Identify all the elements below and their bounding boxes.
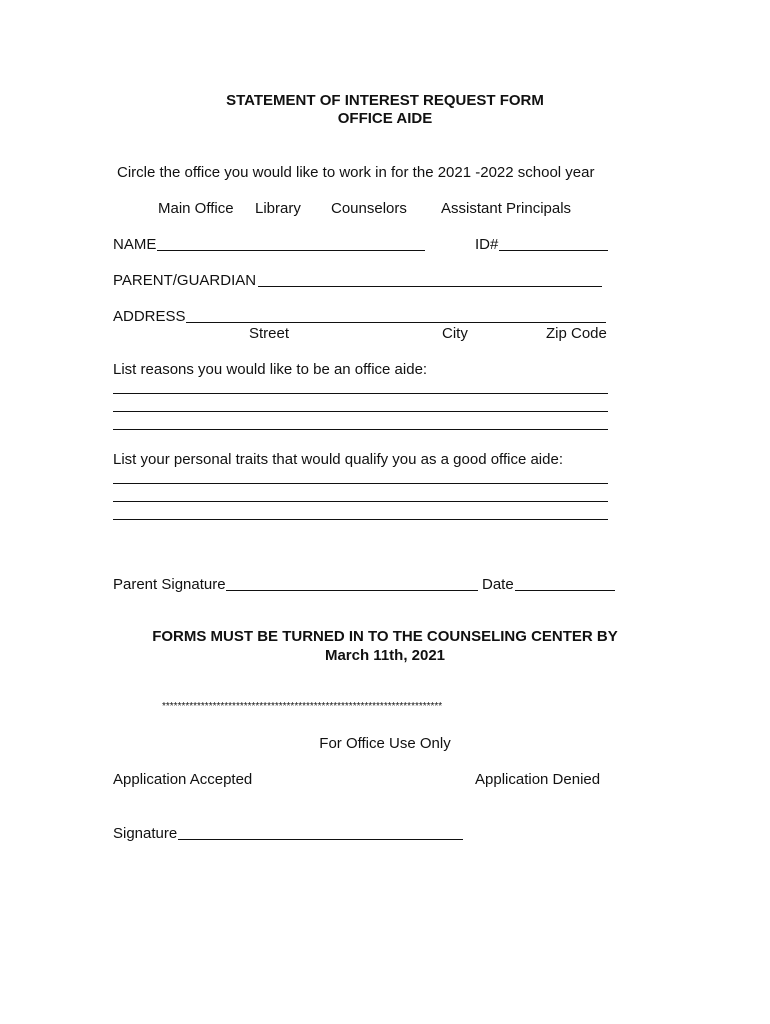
date-field[interactable] <box>515 590 615 591</box>
address-city-label: City <box>442 325 468 342</box>
id-label: ID# <box>475 236 499 253</box>
application-accepted[interactable]: Application Accepted <box>113 771 253 788</box>
date-label: Date <box>482 576 514 593</box>
signature-field[interactable] <box>178 839 463 840</box>
office-option-counselors[interactable]: Counselors <box>331 200 407 217</box>
form-title: STATEMENT OF INTEREST REQUEST FORM <box>226 92 544 109</box>
id-field[interactable] <box>499 250 608 251</box>
parent-field[interactable] <box>258 286 602 287</box>
name-label: NAME <box>113 236 157 253</box>
address-label: ADDRESS <box>113 308 186 325</box>
deadline-notice: FORMS MUST BE TURNED IN TO THE COUNSELING CENTER BY <box>152 628 618 645</box>
name-field[interactable] <box>157 250 425 251</box>
form-subtitle: OFFICE AIDE <box>337 110 433 127</box>
application-denied[interactable]: Application Denied <box>475 771 601 788</box>
address-zip-label: Zip Code <box>546 325 607 342</box>
reasons-label: List reasons you would like to be an office aide: <box>113 361 428 378</box>
reasons-line-1[interactable] <box>113 393 608 394</box>
traits-line-3[interactable] <box>113 519 608 520</box>
office-use-heading: For Office Use Only <box>319 735 451 752</box>
office-option-main-office[interactable]: Main Office <box>158 200 234 217</box>
signature-label: Signature <box>113 825 178 842</box>
address-field[interactable] <box>186 322 606 323</box>
deadline-date: March 11th, 2021 <box>324 647 446 664</box>
instruction-text: Circle the office you would like to work in for the 2021 -2022 school year <box>117 164 595 181</box>
parent-label: PARENT/GUARDIAN <box>113 272 257 289</box>
traits-label: List your personal traits that would qualify you as a good office aide: <box>113 451 563 468</box>
separator-stars: ************************************************************************ <box>162 701 443 712</box>
traits-line-1[interactable] <box>113 483 608 484</box>
office-option-assistant-principals[interactable]: Assistant Principals <box>441 200 572 217</box>
address-street-label: Street <box>249 325 290 342</box>
parent-signature-label: Parent Signature <box>113 576 226 593</box>
traits-line-2[interactable] <box>113 501 608 502</box>
reasons-line-3[interactable] <box>113 429 608 430</box>
office-option-library[interactable]: Library <box>255 200 301 217</box>
reasons-line-2[interactable] <box>113 411 608 412</box>
parent-signature-field[interactable] <box>226 590 478 591</box>
